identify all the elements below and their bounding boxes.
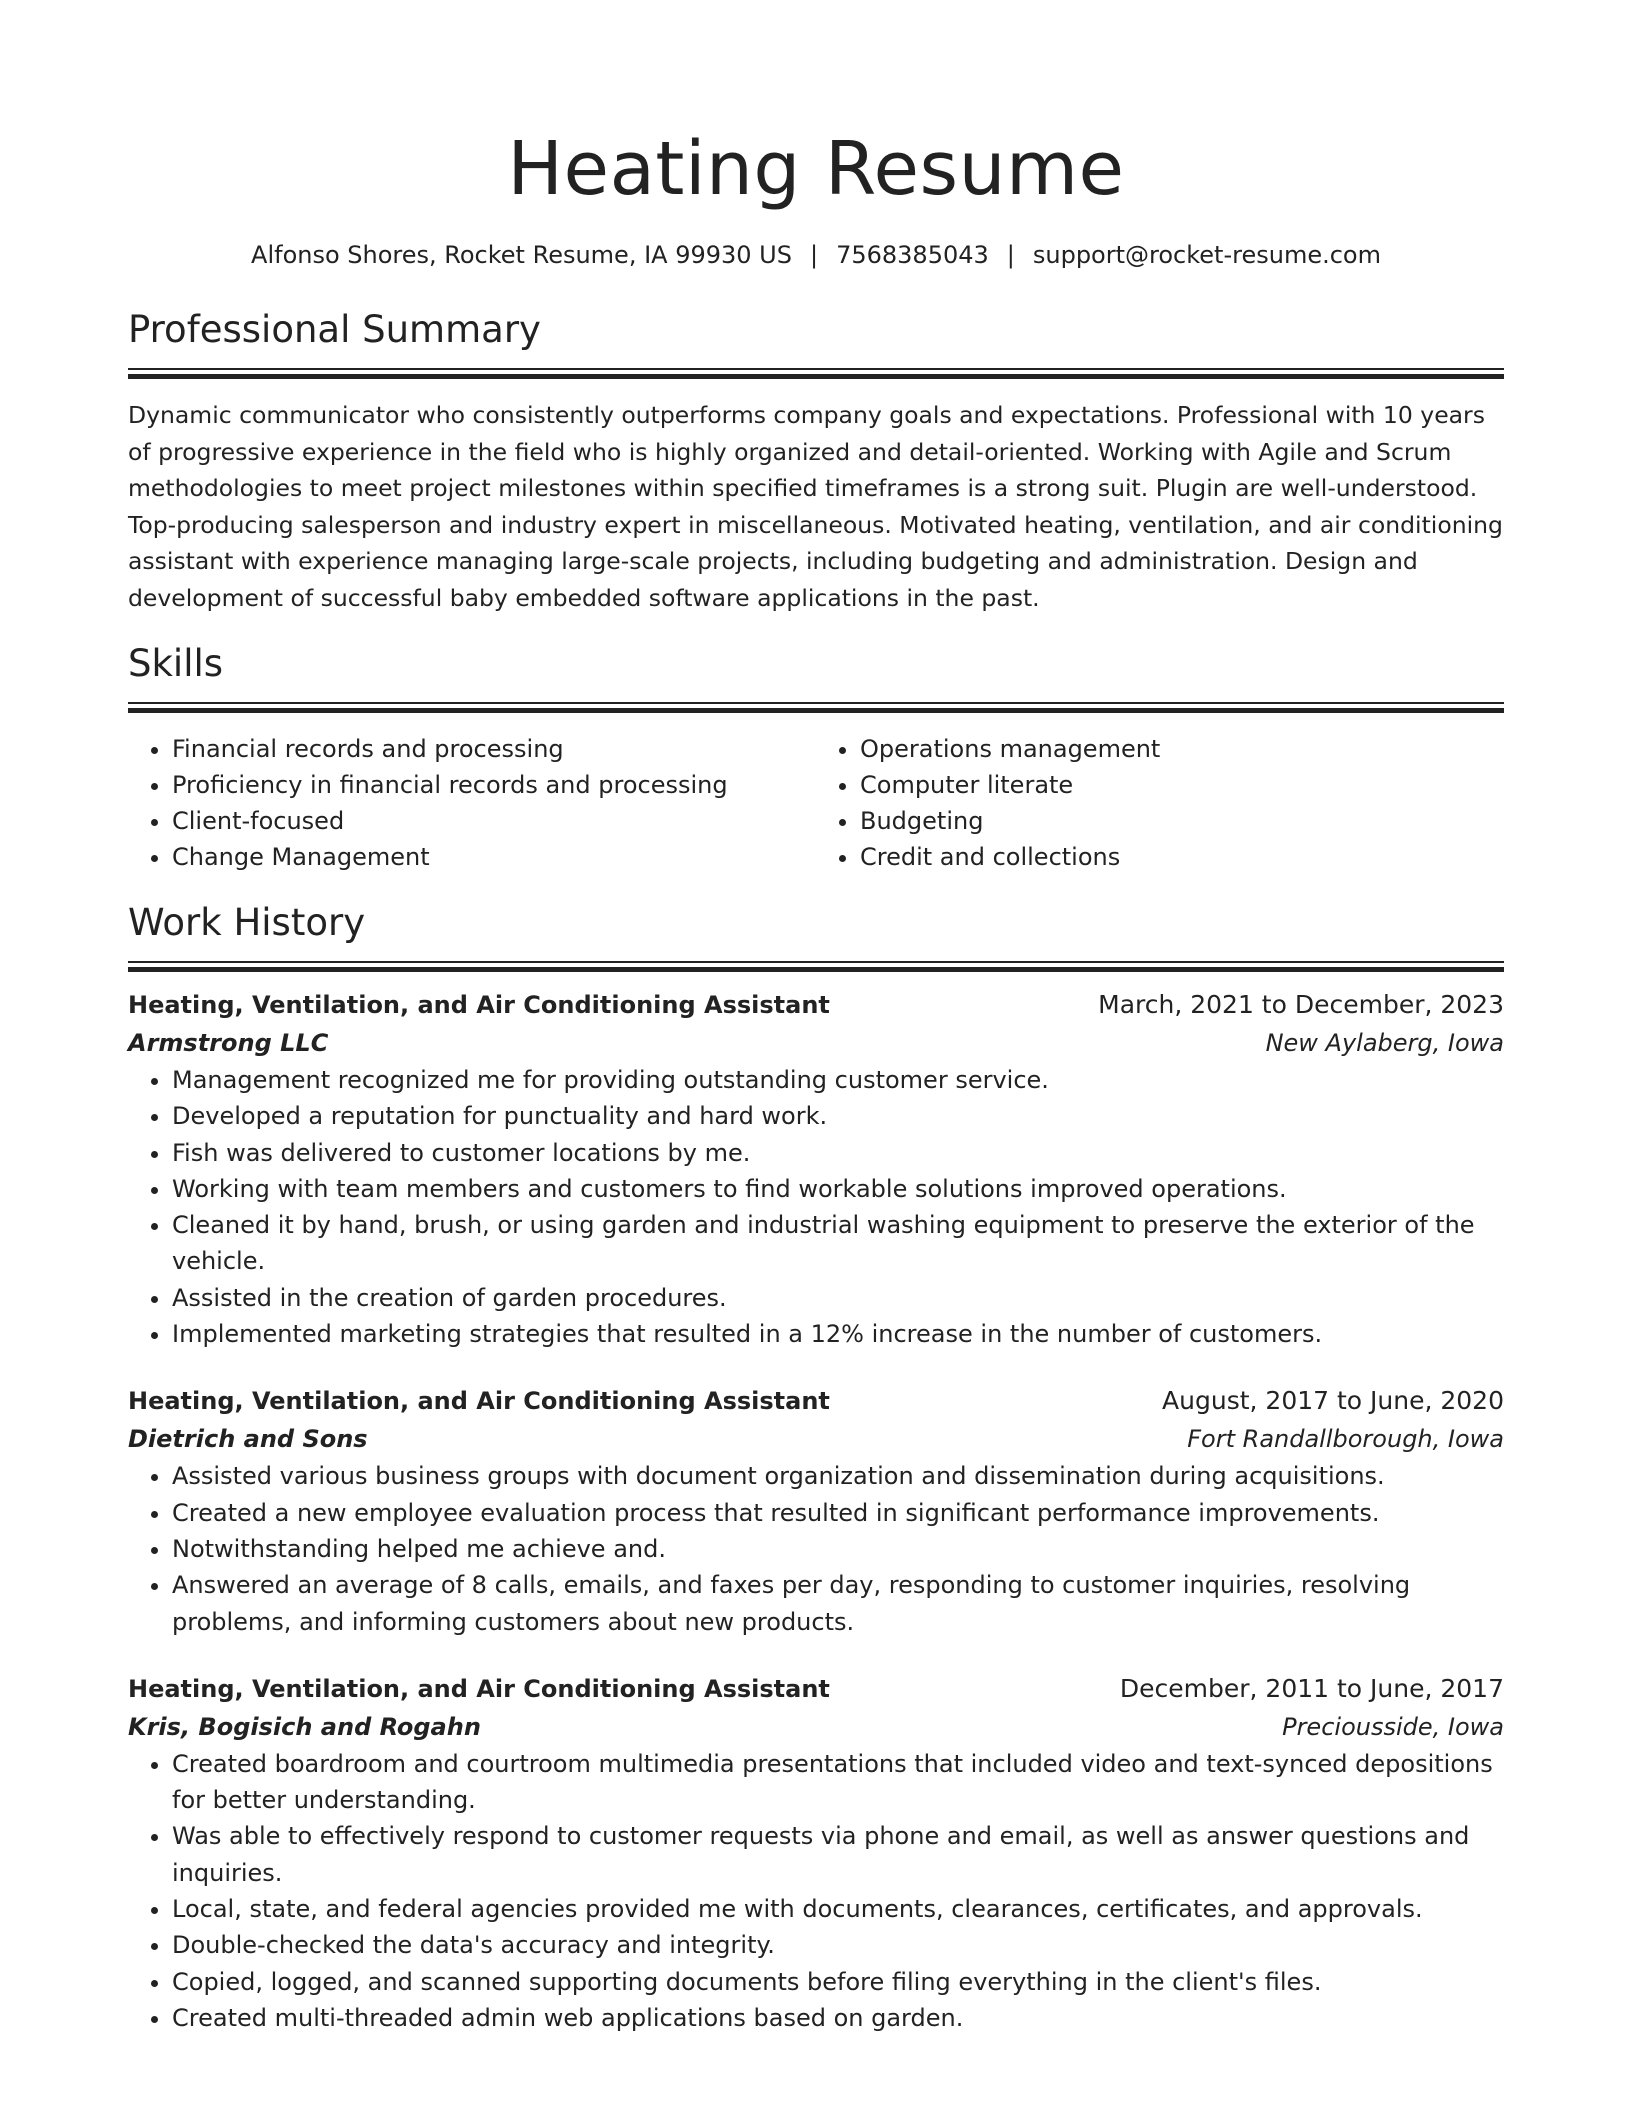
job-dates: March, 2021 to December, 2023: [1098, 990, 1504, 1019]
section-divider: [128, 961, 1504, 972]
job-duties-list: [128, 1746, 1504, 2036]
job-duties-list: [128, 1458, 1504, 1639]
skills-section: [128, 640, 1504, 875]
job-duty: • Fish was delivered to customer locations by me.: [172, 1135, 1504, 1171]
job-duty: • Created a new employee evaluation process that resulted in significant performance improvements.: [172, 1495, 1504, 1531]
job-company: Dietrich and Sons: [128, 1425, 368, 1454]
skill-item: • Financial records and processing: [172, 731, 816, 767]
skill-item: • Credit and collections: [860, 839, 1504, 875]
job-duty: • Developed a reputation for punctuality and hard work.: [172, 1098, 1504, 1134]
summary-heading: Professional Summary: [128, 308, 541, 351]
job-duty: • Answered an average of 8 calls, emails, and faxes per day, responding to customer inquiries, resolving problems, and informing customers about new products.: [172, 1567, 1504, 1640]
job-duty: • Created multi-threaded admin web applications based on garden.: [172, 2000, 1504, 2036]
skills-column-right: [816, 731, 1504, 875]
job-duty: • Was able to effectively respond to customer requests via phone and email, as well as answer questions and inquiries.: [172, 1818, 1504, 1891]
job-entry: [128, 1382, 1504, 1639]
section-divider: [128, 368, 1504, 379]
job-dates: August, 2017 to June, 2020: [1162, 1386, 1504, 1416]
job-duties-list: [128, 1062, 1504, 1352]
section-divider: [128, 702, 1504, 713]
skill-item: • Client-focused: [172, 803, 816, 839]
job-subheader-row: [128, 1024, 1504, 1062]
summary-section: [128, 306, 1504, 616]
job-duty: • Management recognized me for providing outstanding customer service.: [172, 1062, 1504, 1098]
job-title: Heating, Ventilation, and Air Conditioning Assistant: [128, 1674, 830, 1703]
contact-separator: |: [809, 241, 819, 269]
skill-item: • Change Management: [172, 839, 816, 875]
job-location: Preciousside, Iowa: [1282, 1712, 1504, 1741]
resume-title: Heating Resume: [507, 126, 1125, 212]
skill-item: • Budgeting: [860, 803, 1504, 839]
job-location: New Aylaberg, Iowa: [1265, 1029, 1504, 1057]
job-title: Heating, Ventilation, and Air Conditioning Assistant: [128, 1387, 830, 1416]
job-duty: • Local, state, and federal agencies provided me with documents, clearances, certificates, and approvals.: [172, 1891, 1504, 1927]
job-duty: • Assisted various business groups with document organization and dissemination during acquisitions.: [172, 1458, 1504, 1494]
job-subheader-row: [128, 1708, 1504, 1746]
summary-text: Dynamic communicator who consistently outperforms company goals and expectations. Professional with 10 years of progressive experience in the field who is highly organized and detail-oriented. Working with Agile and Scrum methodologies to meet project milestones within specified timeframes is a strong suit. Plugin are well-understood. Top-producing salesperson and industry expert in miscellaneous. Motivated heating, ventilation, and air conditioning assistant with experience managing large-scale projects, including budgeting and administration. Design and development of successful baby embedded software applications in the past.: [128, 401, 1503, 612]
skills-column-left: [128, 731, 816, 875]
job-duty: • Notwithstanding helped me achieve and.: [172, 1531, 1504, 1567]
job-entry: [128, 986, 1504, 1352]
job-title: Heating, Ventilation, and Air Conditioning Assistant: [128, 991, 830, 1019]
job-company: Kris, Bogisich and Rogahn: [128, 1712, 481, 1741]
job-duty: • Assisted in the creation of garden procedures.: [172, 1280, 1504, 1316]
job-entry: [128, 1670, 1504, 2036]
contact-line: [128, 238, 1504, 272]
job-duty: • Created boardroom and courtroom multimedia presentations that included video and text-synced depositions for better understanding.: [172, 1746, 1504, 1819]
contact-phone: 7568385043: [836, 241, 989, 269]
job-duty: • Cleaned it by hand, brush, or using garden and industrial washing equipment to preserve the exterior of the vehicle.: [172, 1207, 1504, 1280]
job-header-row: [128, 1670, 1504, 1708]
job-company: Armstrong LLC: [128, 1029, 329, 1057]
skill-item: • Operations management: [860, 731, 1504, 767]
job-subheader-row: [128, 1420, 1504, 1458]
contact-separator: |: [1006, 241, 1015, 269]
skills-heading: Skills: [128, 642, 224, 685]
skill-item: • Proficiency in financial records and processing: [172, 767, 816, 803]
skills-grid: [128, 731, 1504, 875]
job-duty: • Working with team members and customers to find workable solutions improved operations.: [172, 1171, 1504, 1207]
skill-item: • Computer literate: [860, 767, 1504, 803]
job-duty: • Implemented marketing strategies that resulted in a 12% increase in the number of customers.: [172, 1316, 1504, 1352]
job-dates: December, 2011 to June, 2017: [1119, 1673, 1504, 1703]
work-history-heading: Work History: [128, 901, 366, 944]
job-header-row: [128, 986, 1504, 1024]
work-history-section: [128, 899, 1504, 2036]
job-duty: • Double-checked the data's accuracy and integrity.: [172, 1927, 1504, 1963]
job-duty: • Copied, logged, and scanned supporting documents before filing everything in the client's files.: [172, 1964, 1504, 2000]
job-header-row: [128, 1382, 1504, 1420]
job-location: Fort Randallborough, Iowa: [1187, 1425, 1504, 1454]
contact-address: Alfonso Shores, Rocket Resume, IA 99930 US: [251, 241, 792, 269]
contact-email: support@rocket-resume.com: [1032, 241, 1381, 269]
